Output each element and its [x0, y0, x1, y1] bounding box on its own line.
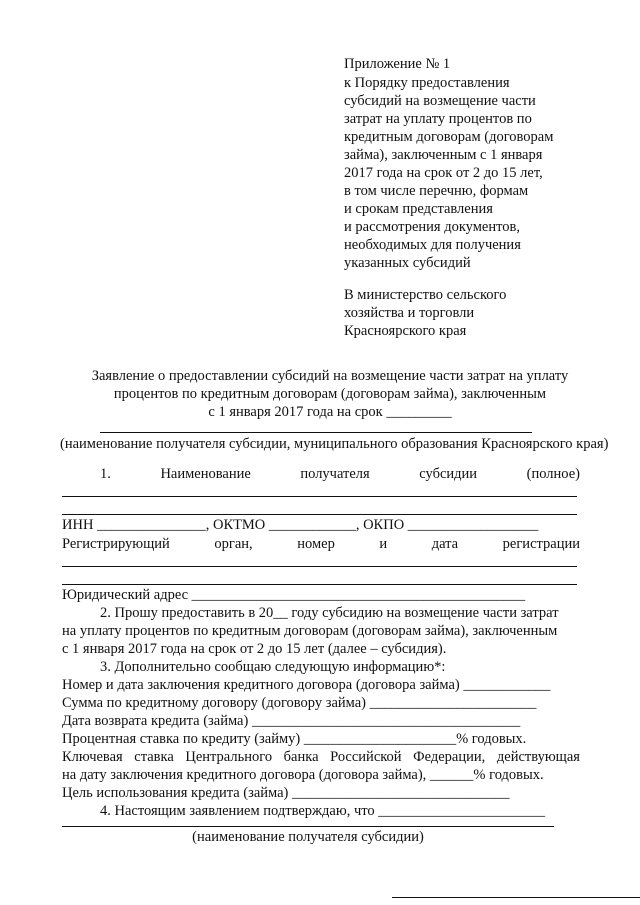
- appendix-line-6: займа), заключенным с 1 января: [344, 147, 543, 163]
- key-rate-word-3: Центрального: [185, 749, 273, 765]
- loan-number-date-field[interactable]: Номер и дата заключения кредитного договора (договора займа) ____________: [62, 677, 551, 693]
- registration-word-4: и: [379, 536, 388, 552]
- item2-line-3: с 1 января 2017 года на срок от 2 до 15 лет (далее – субсидия).: [62, 641, 447, 657]
- interest-rate-field[interactable]: Процентная ставка по кредиту (займу) _____________________% годовых.: [62, 731, 527, 747]
- registration-word-1: Регистрирующий: [62, 536, 170, 552]
- appendix-line-2: к Порядку предоставления: [344, 75, 510, 91]
- item1-heading: [100, 466, 580, 483]
- title-line-3: с 1 января 2017 года на срок _________: [208, 404, 452, 420]
- key-rate-word-7: действующая: [496, 749, 580, 765]
- ids-row[interactable]: ИНН _______________, ОКТМО ____________, ОКПО __________________: [62, 517, 539, 533]
- appendix-line-4: затрат на уплату процентов по: [344, 111, 532, 127]
- appendix-line-5: кредитным договорам (договорам: [344, 129, 554, 145]
- item1-word-2: Наименование: [160, 466, 251, 482]
- appendix-line-1: Приложение № 1: [344, 56, 451, 72]
- title-line-2: процентов по кредитным договорам (договорам займа), заключенным: [113, 386, 547, 402]
- registration-word-6: регистрации: [502, 536, 580, 552]
- footnote-separator: [392, 897, 640, 898]
- addressee-line-2: хозяйства и торговли: [344, 305, 475, 321]
- appendix-line-3: субсидий на возмещение части: [344, 93, 536, 109]
- recipient-name-line-2[interactable]: [62, 514, 577, 515]
- registration-heading: [62, 536, 580, 553]
- item1-word-3: получателя: [300, 466, 370, 482]
- item4-text[interactable]: 4. Настоящим заявлением подтверждаю, что _______________________: [100, 803, 546, 819]
- key-rate-word-5: Российской: [330, 749, 402, 765]
- item1-word-4: субсидии: [419, 466, 478, 482]
- recipient-caption: (наименование получателя субсидии): [192, 829, 424, 845]
- addressee-line-1: В министерство сельского: [344, 287, 507, 303]
- loan-purpose-field[interactable]: Цель использования кредита (займа) ______________________________: [62, 785, 510, 801]
- key-rate-word-2: ставка: [134, 749, 174, 765]
- appendix-line-11: необходимых для получения: [344, 237, 521, 253]
- appendix-line-9: и срокам представления: [344, 201, 493, 217]
- recipient-full-line[interactable]: [100, 432, 532, 433]
- key-rate-field[interactable]: на дату заключения кредитного договора (договора займа), ______% годовых.: [62, 767, 544, 783]
- legal-address-row[interactable]: Юридический адрес ______________________________________________: [62, 587, 526, 603]
- appendix-line-7: 2017 года на срок от 2 до 15 лет,: [344, 165, 543, 181]
- registration-line-1[interactable]: [62, 566, 577, 567]
- registration-word-2: орган,: [214, 536, 253, 552]
- key-rate-line-1: [62, 749, 580, 766]
- key-rate-word-1: Ключевая: [62, 749, 123, 765]
- loan-return-date-field[interactable]: Дата возврата кредита (займа) _____________________________________: [62, 713, 521, 729]
- item1-number: 1.: [100, 466, 111, 482]
- key-rate-word-6: Федерации,: [413, 749, 486, 765]
- appendix-line-10: и рассмотрения документов,: [344, 219, 520, 235]
- item3-intro: 3. Дополнительно сообщаю следующую информацию*:: [100, 659, 446, 675]
- registration-word-5: дата: [431, 536, 459, 552]
- registration-word-3: номер: [297, 536, 335, 552]
- appendix-line-8: в том числе перечню, формам: [344, 183, 529, 199]
- appendix-line-12: указанных субсидий: [344, 255, 471, 271]
- registration-line-2[interactable]: [62, 584, 577, 585]
- recipient-name-line-3[interactable]: [62, 826, 554, 827]
- addressee-line-3: Красноярского края: [344, 323, 467, 339]
- loan-amount-field[interactable]: Сумма по кредитному договору (договору займа) _______________________: [62, 695, 537, 711]
- item1-word-5: (полное): [526, 466, 580, 482]
- recipient-name-line-1[interactable]: [62, 496, 577, 497]
- recipient-full-caption: (наименование получателя субсидии, муниципального образования Красноярского края): [60, 436, 609, 452]
- item2-line-1: 2. Прошу предоставить в 20__ году субсидию на возмещение части затрат: [100, 605, 559, 621]
- item2-line-2: на уплату процентов по кредитным договорам (договорам займа), заключенным: [62, 623, 558, 639]
- title-line-1: Заявление о предоставлении субсидий на возмещение части затрат на уплату: [91, 368, 569, 384]
- key-rate-word-4: банка: [283, 749, 319, 765]
